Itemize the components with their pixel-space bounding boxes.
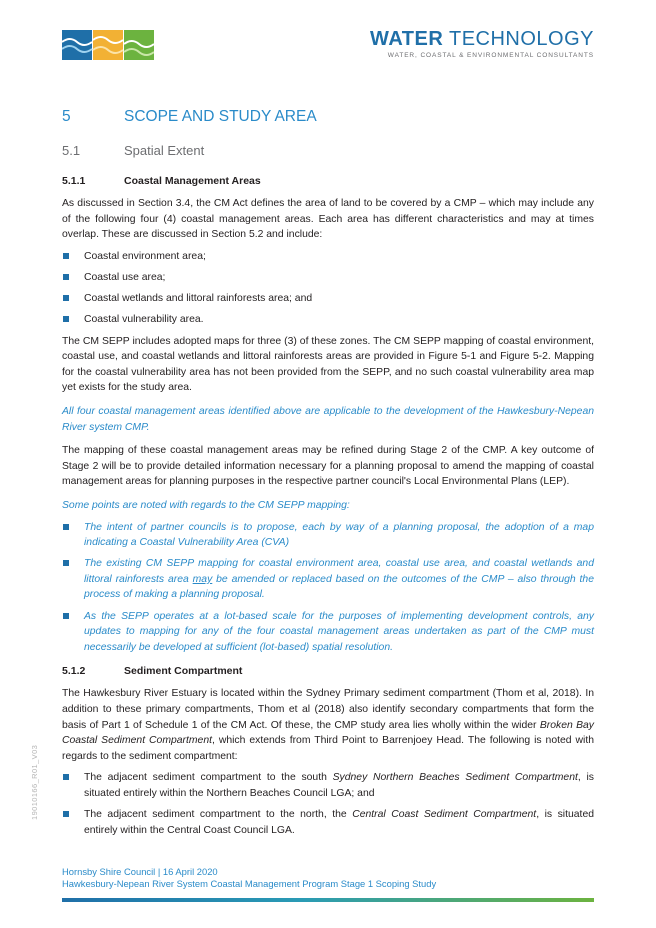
list-item [62,556,594,603]
list-item [62,270,594,286]
brand-logo [370,28,594,59]
paragraph-sediment [62,686,594,764]
subsection-number: 5.1 [62,143,81,158]
bullet-icon [63,774,69,780]
list-item [62,770,594,801]
list-item-text: Coastal vulnerability area. [84,314,204,326]
heading-title: Sediment Compartment [124,665,243,678]
italic-text: Broken Bay Coastal Sediment Compartment [62,719,594,747]
heading-5-1-2 [62,665,594,677]
subsection-title: Spatial Extent [124,143,205,158]
underlined-text: may [192,573,213,585]
bullet-icon [63,613,69,619]
list-item-text: The existing CM SEPP mapping for coastal environment area, coastal use area, and coastal wetlands and littoral rainforests area [84,558,594,585]
brand-name-part2: TECHNOLOGY [443,28,594,50]
subsection-heading [62,143,594,163]
footer-bar [62,898,594,902]
list-item-text: As the SEPP operates at a lot-based scale for the purposes of implementing development controls, any updates to mapping for any of the four coastal management areas undertaken as part of the CMP must necessarily be developed at sufficient (lot-based) spatial resolution. [84,610,594,653]
brand-name-part1: WATER [370,28,444,50]
sediment-list [62,770,594,838]
logo-graphic [62,30,154,60]
list-item-text: Coastal wetlands and littoral rainforests area; and [84,292,313,304]
list-item-text: , is situated entirely within the Northern Beaches Council LGA; and [84,772,594,799]
footer-line-2: Hawkesbury-Nepean River System Coastal Management Program Stage 1 Scoping Study [62,877,437,889]
list-item-text: be amended or replaced based on the outcomes of the CMP – also through the process of making a planning proposal. [84,573,594,601]
list-item [62,291,594,307]
list-item-text: , is situated entirely within the Central Coast Council LGA. [84,809,595,836]
paragraph-text: , which extends from Third Point to Barrenjoey Head. The following is noted with regards to the sediment compartment: [62,735,594,762]
list-item-text: Coastal use area; [84,271,166,283]
footer [62,866,436,889]
list-item [62,249,594,265]
list-item [62,520,594,551]
section-number: 5 [62,108,71,125]
list-item [62,312,594,328]
heading-number: 5.1.2 [62,665,86,678]
heading-5-1-1 [62,175,594,187]
bullet-icon [63,253,69,259]
list-item-text: The adjacent sediment compartment to the north, the [84,809,353,820]
paragraph-intro: As discussed in Section 3.4, the CM Act defines the area of land to be covered by a CMP – which may include any of the following four (4) coastal management areas. Each area has different characteristics and may at times overlap. These are discussed in Section 5.2 and include: [62,198,594,241]
italic-text: Sydney Northern Beaches Sediment Compartment [332,772,578,784]
document-reference: 19010166_R01_V03 [30,744,39,820]
section-title: SCOPE AND STUDY AREA [124,108,317,125]
italic-text: Central Coast Sediment Compartment [352,809,537,820]
list-item [62,609,594,656]
bullet-icon [63,560,69,566]
list-item-text: The adjacent sediment compartment to the south [84,772,333,784]
brand-tagline: WATER, COASTAL & ENVIRONMENTAL CONSULTANTS [387,52,594,59]
bullet-icon [63,295,69,301]
list-item-text: Coastal environment area; [84,250,206,262]
heading-title: Coastal Management Areas [124,175,261,187]
points-list [62,520,594,656]
areas-list [62,249,594,328]
list-item-text: The intent of partner councils is to propose, each by way of a planning proposal, the adoption of a map indicating a Coastal Vulnerability Area (CVA) [84,521,594,549]
paragraph-sepp-maps: The CM SEPP includes adopted maps for three (3) of these zones. The CM SEPP mapping of coastal environment, coastal use, and coastal wetlands and littoral rainforests areas are provided in Figure 5-1 and Figure 5-2. Mapping for the coastal vulnerability area has not been provided from the SEPP, and no such coastal vulnerability area map yet exists for the study area. [62,335,594,394]
bullet-icon [63,316,69,322]
section-heading [62,108,594,132]
list-item [62,807,594,838]
heading-number: 5.1.1 [62,175,86,187]
bullet-icon [63,274,69,280]
document-body [62,108,594,844]
paragraph-stage2: The mapping of these coastal management areas may be refined during Stage 2 of the CMP. A key outcome of Stage 2 will be to provide detailed information necessary for a planning proposal to amend the mapping of coastal management areas for planning purposes in the respective partner council's Local Environmental Plans (LEP). [62,445,594,488]
paragraph-text: The Hawkesbury River Estuary is located within the Sydney Primary sediment compartment (Thom et al, 2018). In addition to these primary compartments, Thom et al (2018) also identify secondary compartments that form the basis of Part 1 of Schedule 1 of the CM Act. Of these, the CMP study area lies wholly within the wider [62,688,594,731]
note-points: Some points are noted with regards to the CM SEPP mapping: [62,500,350,511]
bullet-icon [63,811,69,817]
note-applicable: All four coastal management areas identified above are applicable to the development of the Hawkesbury-Nepean River system CMP. [62,406,594,433]
bullet-icon [63,524,69,530]
brand-name [370,28,594,51]
footer-line-1: Hornsby Shire Council | 16 April 2020 [62,866,218,877]
